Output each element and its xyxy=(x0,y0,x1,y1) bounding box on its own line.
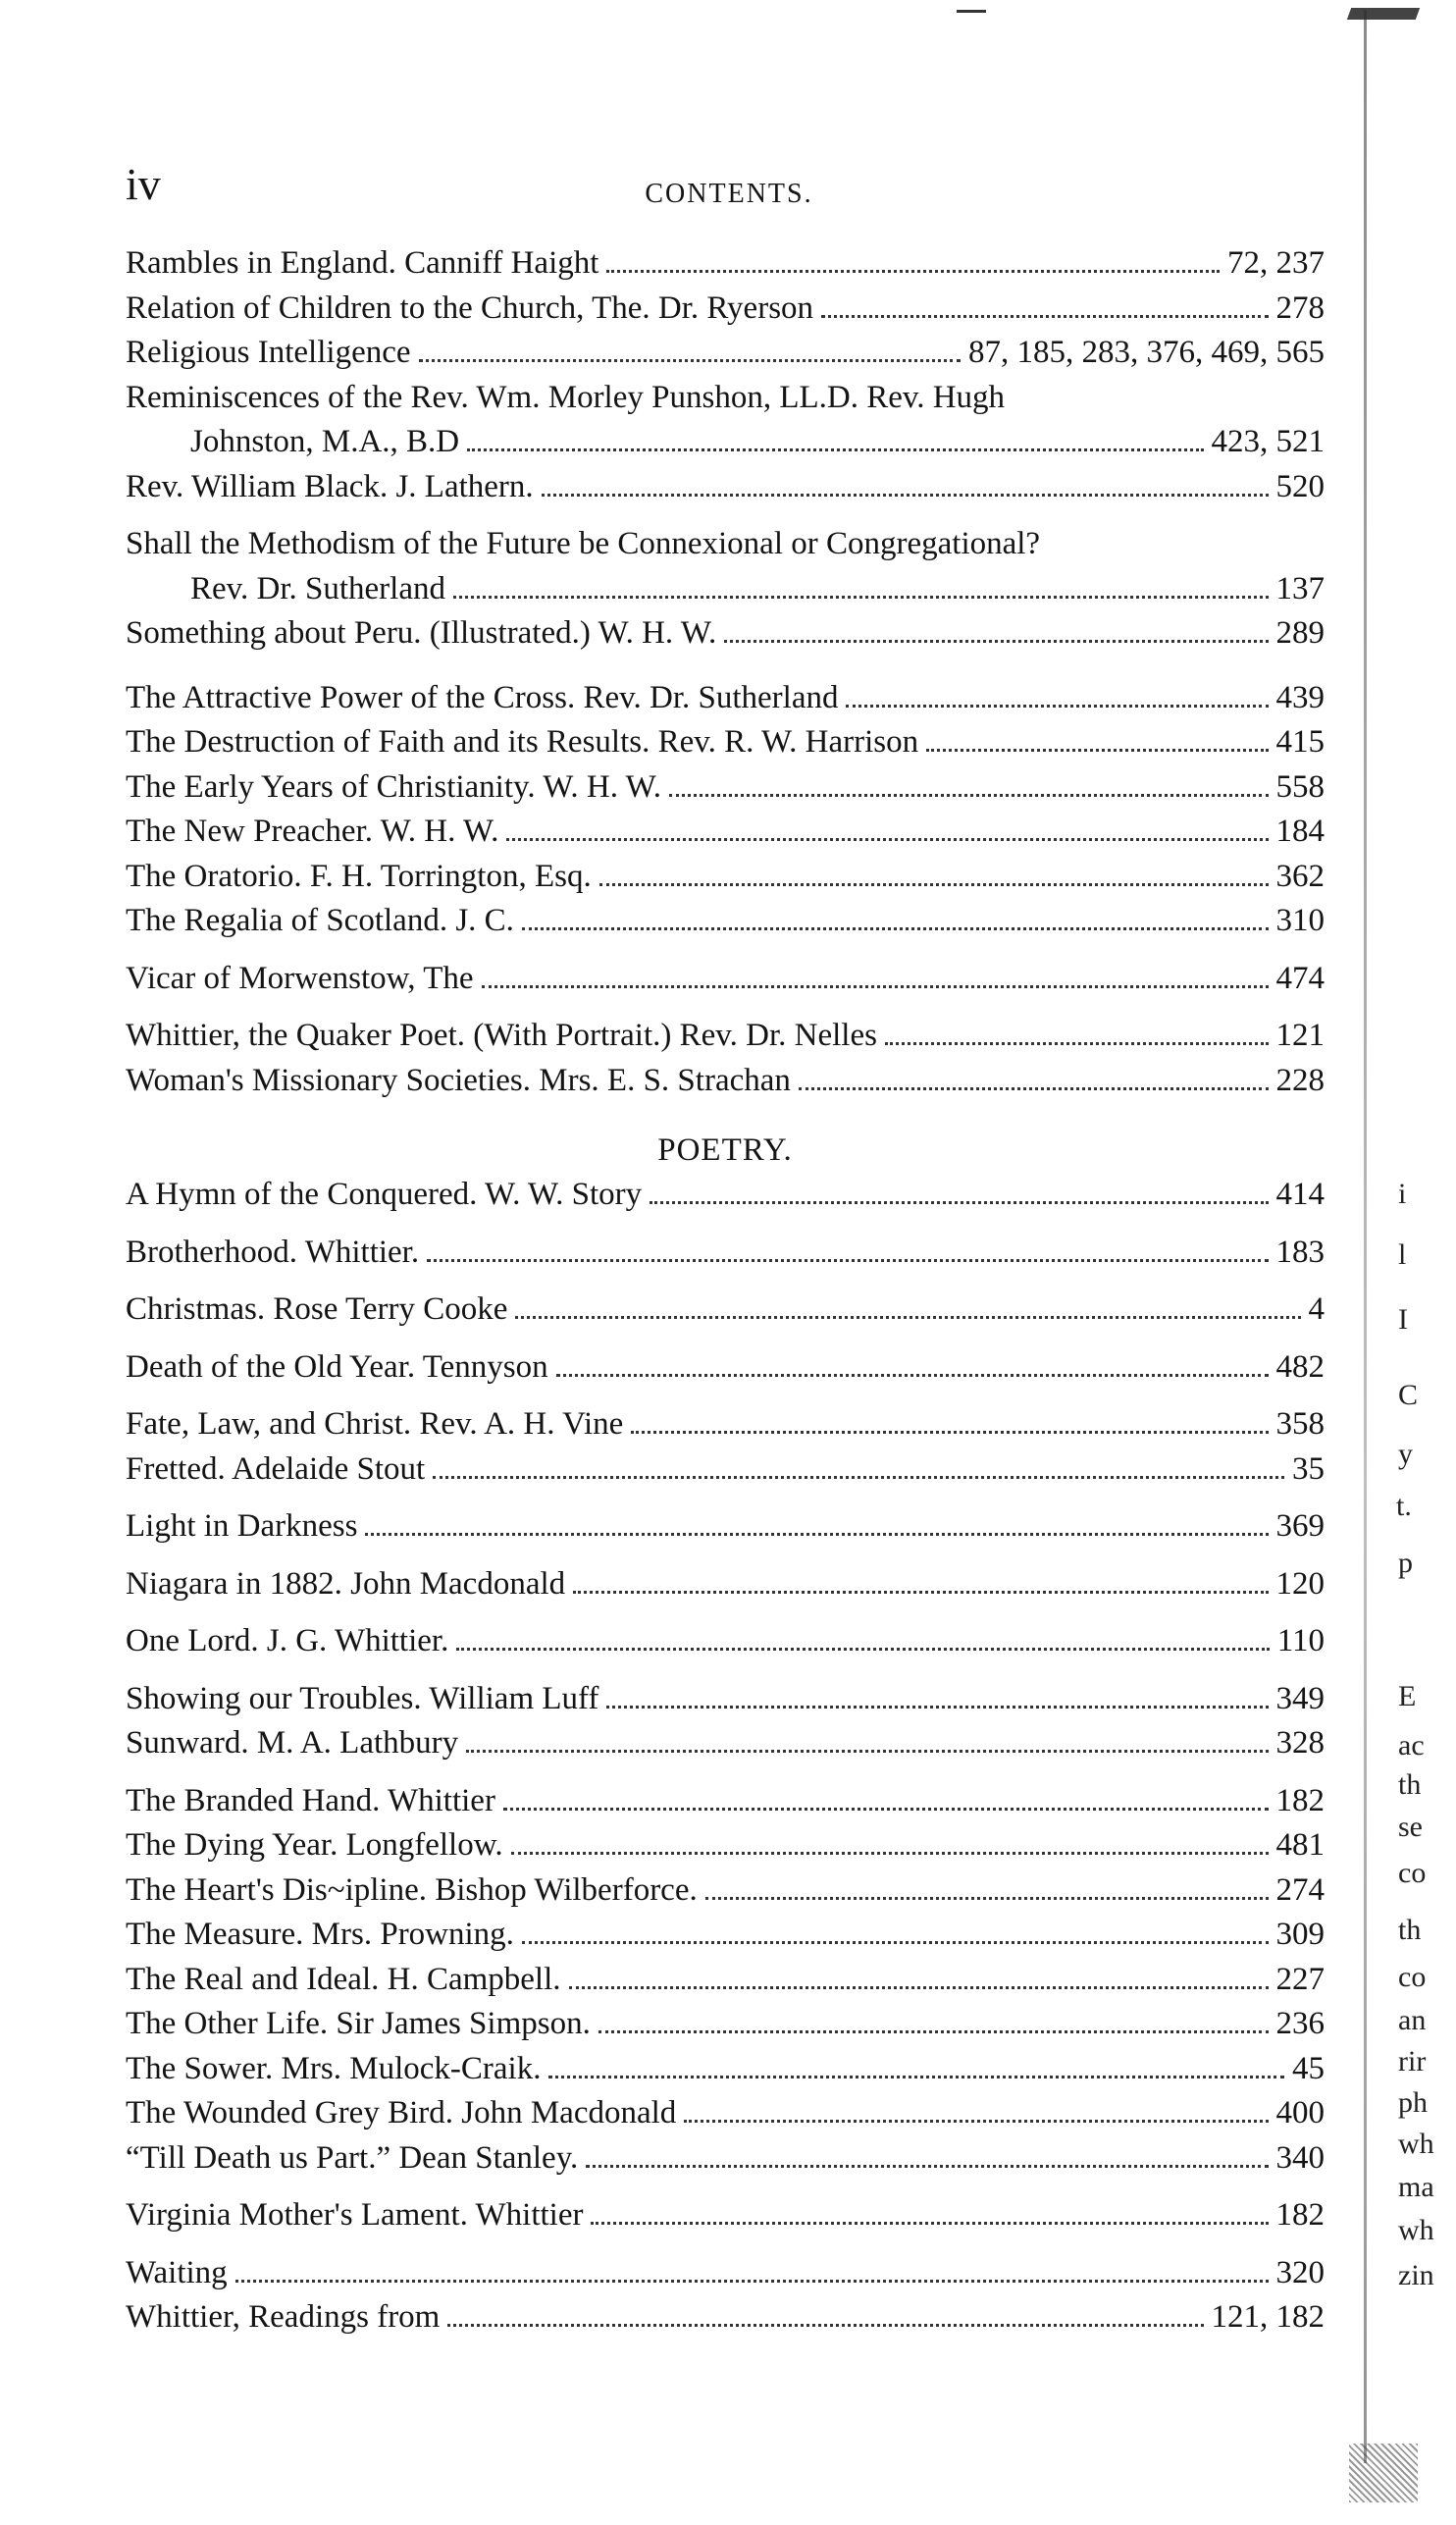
entry-title: Shall the Methodism of the Future be Connexional or Congregational? xyxy=(126,526,1041,561)
dot-leader xyxy=(467,448,1203,451)
dot-leader xyxy=(926,749,1268,752)
dot-leader xyxy=(705,1897,1269,1900)
entry-page: 228 xyxy=(1275,1062,1325,1098)
dot-leader xyxy=(885,1042,1269,1045)
margin-fragment: y xyxy=(1398,1438,1413,1470)
toc-entry xyxy=(126,1231,1325,1276)
dot-leader xyxy=(506,838,1268,841)
dot-leader xyxy=(799,1087,1269,1090)
toc-entry xyxy=(126,1619,1325,1664)
entry-page: 400 xyxy=(1275,2095,1325,2130)
entry-title: “Till Death us Part.” Dean Stanley. xyxy=(126,2139,579,2176)
toc-entry xyxy=(126,465,1325,510)
margin-fragment: l xyxy=(1398,1238,1407,1271)
toc-entry xyxy=(126,855,1325,900)
toc-entry xyxy=(126,1868,1325,1914)
entry-page: 137 xyxy=(1275,570,1325,606)
toc-entry xyxy=(126,1173,1325,1218)
margin-fragment: C xyxy=(1398,1379,1419,1411)
toc-entry xyxy=(126,1913,1325,1958)
toc-entry xyxy=(126,1677,1325,1722)
entry-title: Showing our Troubles. William Luff xyxy=(126,1680,599,1716)
dot-leader xyxy=(650,1201,1268,1204)
entry-page: 121 xyxy=(1275,1018,1325,1053)
margin-fragment: p xyxy=(1398,1547,1413,1579)
entry-page: 184 xyxy=(1275,814,1325,849)
margin-fragment: th xyxy=(1398,1914,1422,1946)
entry-title: Niagara in 1882. John Macdonald xyxy=(126,1565,566,1602)
toc-entry xyxy=(126,1345,1325,1391)
entry-page: 87, 185, 283, 376, 469, 565 xyxy=(968,335,1325,370)
toc-entry xyxy=(126,287,1325,332)
entry-title: The Measure. Mrs. Prowning. xyxy=(126,1917,514,1952)
running-title: CONTENTS. xyxy=(645,179,813,209)
facing-page-fragments xyxy=(1369,0,1456,2525)
dot-leader xyxy=(684,2120,1268,2123)
toc-entry xyxy=(126,241,1325,287)
entry-page: 349 xyxy=(1275,1680,1325,1716)
dot-leader xyxy=(586,2165,1268,2168)
entry-title: Johnston, M.A., B.D xyxy=(190,424,460,459)
entry-title: The Sower. Mrs. Mulock-Craik. xyxy=(126,2050,542,2086)
entry-title: Relation of Children to the Church, The. Dr. Ryerson xyxy=(126,289,814,326)
dot-leader xyxy=(522,927,1269,930)
dot-leader xyxy=(606,270,1220,273)
dot-leader xyxy=(419,359,961,362)
entry-page: 439 xyxy=(1275,679,1325,715)
dot-leader xyxy=(427,1259,1268,1262)
entry-title: The Dying Year. Longfellow. xyxy=(126,1827,503,1863)
toc-entry xyxy=(126,2047,1325,2092)
entry-page: 289 xyxy=(1275,615,1325,651)
entry-title: A Hymn of the Conquered. W. W. Story xyxy=(126,1177,643,1212)
toc-entry xyxy=(126,611,1325,657)
entry-page: 310 xyxy=(1275,903,1325,938)
dot-leader xyxy=(447,2324,1203,2327)
toc-entry xyxy=(126,2193,1325,2238)
entry-title: The Heart's Dis~ipline. Bishop Wilberforce. xyxy=(126,1871,698,1908)
dot-leader xyxy=(606,1706,1268,1709)
entry-title: The Real and Ideal. H. Campbell. xyxy=(126,1961,561,1997)
toc-entry xyxy=(126,331,1325,376)
entry-page: 45 xyxy=(1292,2050,1325,2086)
margin-fragment: co xyxy=(1398,1961,1427,1993)
entry-page: 236 xyxy=(1275,2006,1325,2041)
table-of-contents xyxy=(126,241,1325,2341)
entry-title: Fate, Law, and Christ. Rev. A. H. Vine xyxy=(126,1406,624,1442)
margin-fragment: wh xyxy=(1398,2128,1434,2160)
margin-fragment: ma xyxy=(1398,2171,1434,2203)
toc-entry xyxy=(126,376,1325,421)
entry-title: Fretted. Adelaide Stout xyxy=(126,1450,426,1487)
entry-title: Rev. William Black. J. Lathern. xyxy=(126,468,534,504)
toc-entry xyxy=(126,2295,1325,2341)
entry-page: 369 xyxy=(1275,1508,1325,1544)
toc-entry xyxy=(126,810,1325,855)
entry-page: 481 xyxy=(1275,1827,1325,1863)
toc-entry xyxy=(126,1823,1325,1868)
margin-fragment: I xyxy=(1398,1303,1408,1336)
margin-fragment: zin xyxy=(1398,2259,1434,2291)
margin-fragment: an xyxy=(1398,2004,1427,2036)
dot-leader xyxy=(466,1750,1268,1753)
dot-leader xyxy=(669,794,1269,797)
entry-page: 121, 182 xyxy=(1211,2299,1325,2335)
entry-page: 482 xyxy=(1275,1348,1325,1385)
entry-page: 423, 521 xyxy=(1211,424,1325,459)
entry-page: 558 xyxy=(1275,768,1325,805)
entry-page: 35 xyxy=(1292,1450,1325,1487)
entry-page: 120 xyxy=(1275,1565,1325,1602)
margin-fragment: wh xyxy=(1398,2214,1434,2246)
page-edge-line xyxy=(1364,10,1367,2463)
entry-page: 340 xyxy=(1275,2139,1325,2176)
toc-entry xyxy=(126,1014,1325,1059)
entry-page: 182 xyxy=(1275,1782,1325,1818)
dot-leader xyxy=(598,2030,1269,2033)
entry-title: The Attractive Power of the Cross. Rev. Dr. Sutherland xyxy=(126,679,839,715)
entry-page: 274 xyxy=(1275,1871,1325,1908)
dot-leader xyxy=(522,1941,1269,1944)
entry-page: 4 xyxy=(1308,1291,1325,1327)
entry-title: The Other Life. Sir James Simpson. xyxy=(126,2006,591,2041)
toc-entry xyxy=(126,2251,1325,2296)
dot-leader xyxy=(433,1476,1284,1479)
dot-leader xyxy=(573,1591,1268,1594)
margin-fragment: E xyxy=(1398,1680,1417,1712)
margin-fragment: ac xyxy=(1398,1729,1425,1762)
entry-title: The Destruction of Faith and its Results. Rev. R. W. Harrison xyxy=(126,724,919,760)
entry-title: Something about Peru. (Illustrated.) W. H. W. xyxy=(126,615,717,651)
toc-entry xyxy=(126,1059,1325,1104)
entry-page: 414 xyxy=(1275,1177,1325,1212)
entry-page: 309 xyxy=(1275,1917,1325,1952)
entry-title: The Branded Hand. Whittier xyxy=(126,1782,495,1818)
dot-leader xyxy=(456,1648,1269,1651)
entry-page: 520 xyxy=(1275,468,1325,504)
entry-title: Sunward. M. A. Lathbury xyxy=(126,1725,459,1761)
entry-page: 278 xyxy=(1275,289,1325,326)
toc-entry xyxy=(126,1504,1325,1550)
entry-page: 320 xyxy=(1275,2254,1325,2290)
dot-leader xyxy=(515,1316,1300,1319)
margin-fragment: t. xyxy=(1396,1490,1412,1522)
dot-leader xyxy=(821,315,1268,318)
entry-title: Religious Intelligence xyxy=(126,335,411,370)
entry-title: Whittier, Readings from xyxy=(126,2299,441,2335)
margin-fragment: ph xyxy=(1398,2086,1428,2119)
toc-entry xyxy=(126,957,1325,1002)
toc-entry xyxy=(126,676,1325,721)
entry-title: The Wounded Grey Bird. John Macdonald xyxy=(126,2095,677,2130)
toc-entry xyxy=(126,720,1325,765)
poetry-heading: POETRY. xyxy=(657,1132,793,1168)
toc-entry xyxy=(126,1562,1325,1607)
margin-fragment: i xyxy=(1398,1178,1407,1210)
toc-entry-continuation xyxy=(126,567,1325,612)
dot-leader xyxy=(542,494,1269,497)
margin-fragment: th xyxy=(1398,1768,1422,1801)
dot-leader xyxy=(482,985,1269,988)
entry-title: Waiting xyxy=(126,2254,228,2290)
entry-title: The Regalia of Scotland. J. C. xyxy=(126,903,514,938)
entry-page: 358 xyxy=(1275,1406,1325,1442)
entry-title: Woman's Missionary Societies. Mrs. E. S. Strachan xyxy=(126,1062,791,1098)
entry-title: Vicar of Morwenstow, The xyxy=(126,960,474,996)
entry-page: 110 xyxy=(1276,1623,1325,1658)
margin-fragment: se xyxy=(1398,1811,1423,1843)
page-number: iv xyxy=(126,159,161,209)
dot-leader xyxy=(235,2280,1269,2283)
dot-leader xyxy=(846,705,1268,708)
entry-title: Christmas. Rose Terry Cooke xyxy=(126,1291,508,1327)
entry-title: Rambles in England. Canniff Haight xyxy=(126,245,599,281)
toc-entry xyxy=(126,2136,1325,2182)
toc-entry xyxy=(126,2091,1325,2136)
scan-mark xyxy=(957,10,986,13)
dot-leader xyxy=(631,1431,1268,1434)
toc-entry xyxy=(126,899,1325,944)
entry-title: The New Preacher. W. H. W. xyxy=(126,814,499,849)
page-header xyxy=(126,159,1332,209)
entry-page: 328 xyxy=(1275,1725,1325,1761)
dot-leader xyxy=(591,2222,1268,2225)
dot-leader xyxy=(724,640,1268,643)
toc-entry xyxy=(126,1721,1325,1766)
entry-title: Light in Darkness xyxy=(126,1508,358,1544)
entry-title: Death of the Old Year. Tennyson xyxy=(126,1348,548,1385)
dot-leader xyxy=(453,596,1269,599)
toc-entry xyxy=(126,1402,1325,1447)
entry-page: 474 xyxy=(1275,960,1325,996)
toc-entry xyxy=(126,1779,1325,1824)
toc-entry xyxy=(126,765,1325,811)
toc-entry-continuation xyxy=(126,420,1325,465)
toc-entry xyxy=(126,1447,1325,1493)
dot-leader xyxy=(569,1986,1269,1989)
entry-title: Whittier, the Quaker Poet. (With Portrait.) Rev. Dr. Nelles xyxy=(126,1018,877,1053)
margin-fragment: rir xyxy=(1398,2045,1427,2078)
entry-title: Brotherhood. Whittier. xyxy=(126,1234,420,1270)
dot-leader xyxy=(556,1374,1269,1377)
dot-leader xyxy=(511,1852,1269,1855)
entry-page: 227 xyxy=(1275,1961,1325,1997)
entry-page: 182 xyxy=(1275,2197,1325,2233)
margin-fragment: co xyxy=(1398,1857,1427,1889)
entry-page: 362 xyxy=(1275,858,1325,894)
entry-title: One Lord. J. G. Whittier. xyxy=(126,1623,449,1658)
dot-leader xyxy=(599,883,1269,886)
entry-title: The Early Years of Christianity. W. H. W. xyxy=(126,768,661,805)
toc-entry xyxy=(126,1958,1325,2003)
entry-page: 415 xyxy=(1275,724,1325,760)
entry-title: Virginia Mother's Lament. Whittier xyxy=(126,2197,584,2233)
toc-entry xyxy=(126,2002,1325,2047)
toc-entry xyxy=(126,522,1325,567)
entry-page: 72, 237 xyxy=(1227,245,1325,281)
dot-leader xyxy=(503,1808,1269,1811)
dot-leader xyxy=(365,1533,1268,1536)
entry-page: 183 xyxy=(1275,1234,1325,1270)
dot-leader xyxy=(548,2076,1284,2078)
entry-title: Reminiscences of the Rev. Wm. Morley Punshon, LL.D. Rev. Hugh xyxy=(126,379,1006,415)
toc-entry xyxy=(126,1288,1325,1333)
entry-title: The Oratorio. F. H. Torrington, Esq. xyxy=(126,858,592,894)
entry-title: Rev. Dr. Sutherland xyxy=(190,570,445,606)
